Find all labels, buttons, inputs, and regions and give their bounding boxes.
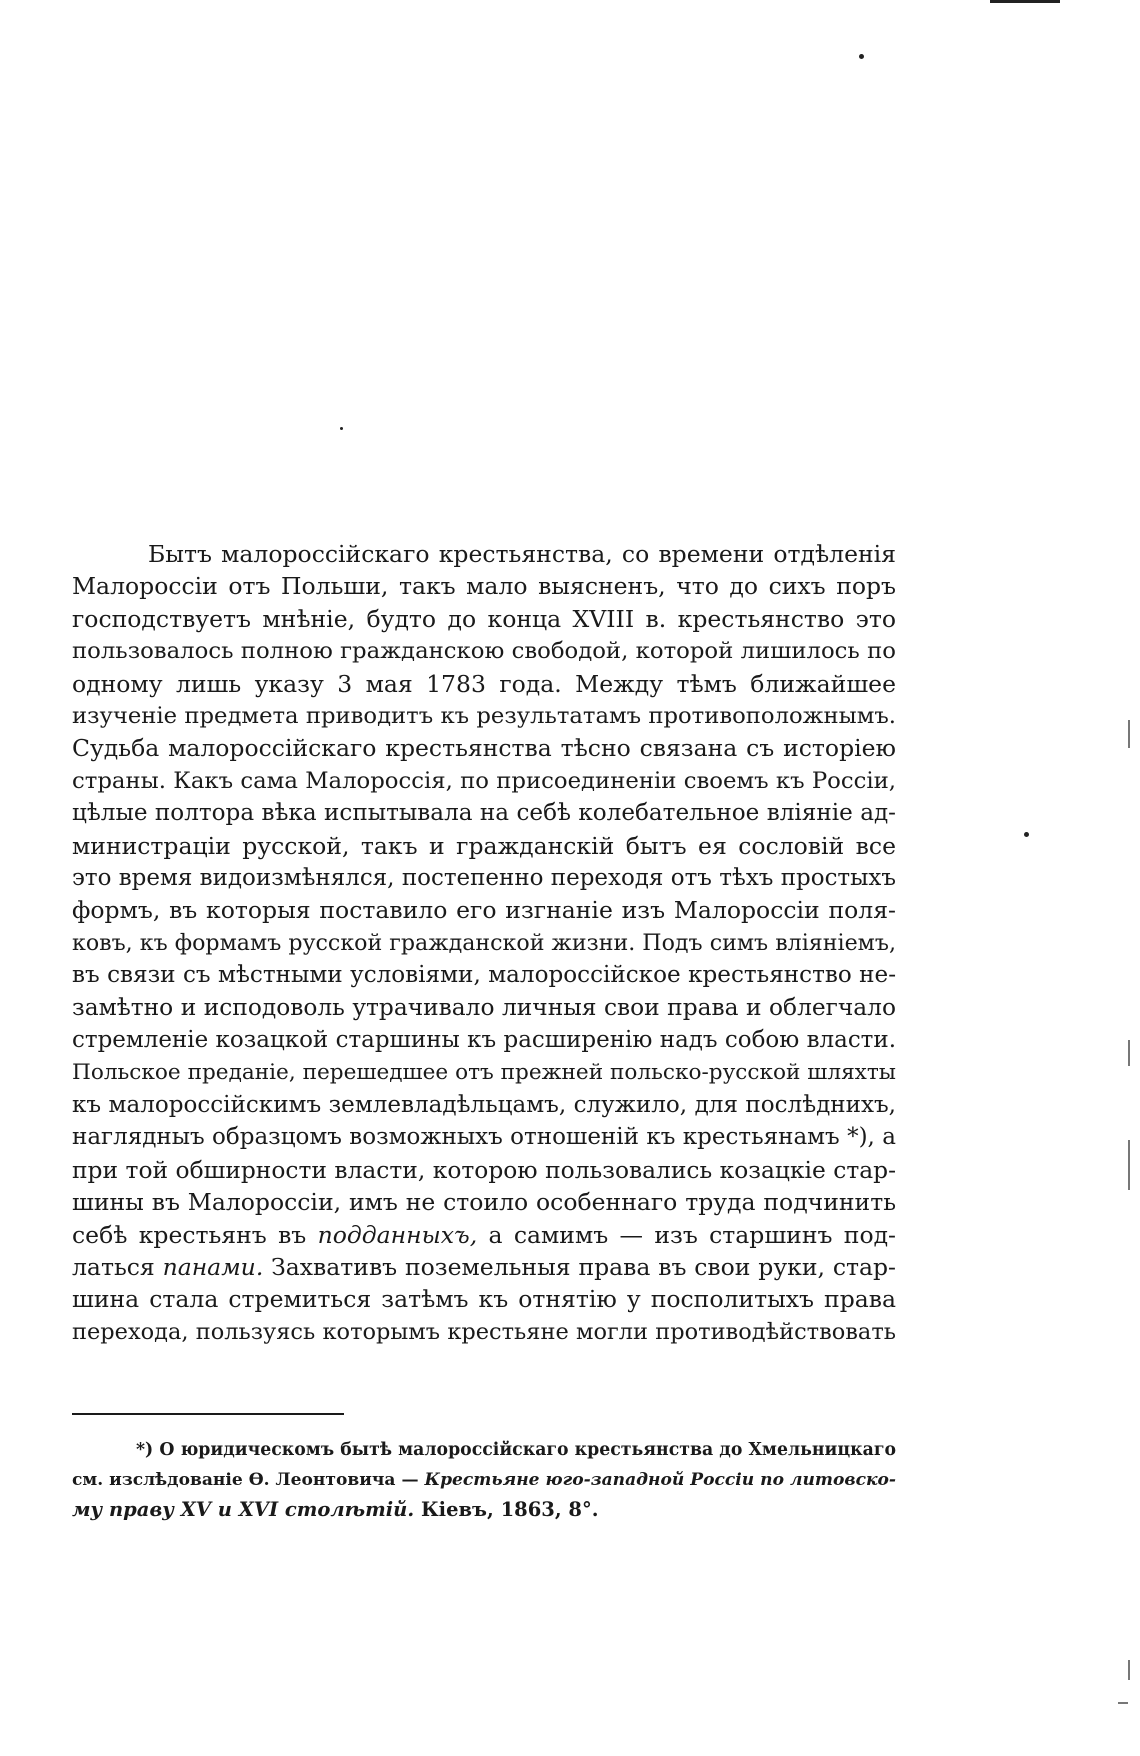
text-line: изученіе предмета приводитъ къ результатамъ противоположнымъ.: [72, 703, 896, 730]
text-line: наглядныъ образцомъ возможныхъ отношеній къ крестьянамъ *), а: [72, 1124, 896, 1151]
scan-edge-mark: [1118, 1702, 1128, 1704]
footnote-text: Кіевъ, 1863, 8°.: [414, 1498, 599, 1521]
text-line: формъ, въ которыя поставило его изгнаніе изъ Малороссіи поля-: [72, 896, 896, 925]
scan-edge-mark: [1128, 1040, 1130, 1066]
text-line: при той обширности власти, которою пользовались козацкіе стар-: [72, 1155, 896, 1184]
text-line: къ малороссійскимъ землевладѣльцамъ, служило, для послѣднихъ,: [72, 1091, 896, 1118]
text-line: Малороссіи отъ Польши, такъ мало выясненъ, что до сихъ поръ: [72, 572, 896, 601]
text-line: цѣлые полтора вѣка испытывала на себѣ колебательное вліяніе ад-: [72, 800, 896, 827]
footnote: [72, 1435, 896, 1525]
text-line: пользовалось полною гражданскою свободой, которой лишилось по: [72, 638, 896, 665]
text-line: Польское преданіе, перешедшее отъ прежней польско-русской шляхты: [72, 1059, 896, 1085]
footnote-line: [72, 1495, 896, 1525]
text-segment: себѣ крестьянъ въ: [72, 1220, 318, 1249]
italic-text: подданныхъ,: [317, 1220, 478, 1249]
text-line: [72, 1219, 896, 1251]
text-line: ковъ, къ формамъ русской гражданской жизни. Подъ симъ вліяніемъ,: [72, 929, 896, 956]
footnote-line: [72, 1465, 896, 1495]
text-segment: а самимъ — изъ старшинъ под-: [477, 1220, 896, 1249]
text-line: [72, 1251, 896, 1283]
scan-mark: [990, 0, 1060, 3]
text-line: страны. Какъ сама Малороссія, по присоединеніи своемъ къ Россіи,: [72, 767, 896, 794]
footnote-line: [72, 1435, 896, 1465]
text-line: одному лишь указу 3 мая 1783 года. Между тѣмъ ближайшее: [72, 669, 896, 698]
scan-edge-mark: [1128, 1660, 1130, 1680]
footnote-italic-text: му праву XV и XVI столѣтій.: [72, 1498, 415, 1521]
text-line: Судьба малороссійскаго крестьянства тѣсно связана съ исторіею: [72, 734, 896, 763]
text-segment: Захвативъ поземельныя права въ свои руки, стар-: [263, 1252, 896, 1281]
footnote-divider: [72, 1413, 344, 1415]
scan-edge-mark: [1128, 720, 1130, 748]
text-line: замѣтно и исподоволь утрачивало личныя свои права и облегчало: [72, 993, 896, 1021]
text-line: перехода, пользуясь которымъ крестьяне могли противодѣйствовать: [72, 1318, 896, 1345]
scan-edge-mark: [1128, 1140, 1130, 1190]
text-line: шина стала стремиться затѣмъ къ отнятію у посполитыхъ права: [72, 1285, 896, 1314]
text-line: это время видоизмѣнялся, постепенно переходя отъ тѣхъ простыхъ: [72, 865, 896, 892]
scan-speck: [859, 54, 864, 59]
text-line: Бытъ малороссійскаго крестьянства, со времени отдѣленія: [148, 540, 896, 568]
text-line: въ связи съ мѣстными условіями, малороссійское крестьянство не-: [72, 962, 896, 989]
text-line: шины въ Малороссіи, имъ не стоило особеннаго труда подчинить: [72, 1188, 896, 1217]
italic-text: панами.: [162, 1252, 264, 1281]
scan-speck: [1024, 832, 1029, 837]
footnote-text: *) О юридическомъ бытѣ малороссійскаго крестьянства до Хмельницкаго: [136, 1440, 896, 1460]
text-line: господствуетъ мнѣніе, будто до конца XVIII в. крестьянство это: [72, 604, 896, 633]
scan-speck: [340, 427, 343, 430]
body-paragraph: [72, 538, 896, 1348]
footnote-text: см. изслѣдованіе Ѳ. Леонтовича —: [72, 1470, 425, 1490]
text-segment: латься: [72, 1252, 163, 1281]
text-line: стремленіе козацкой старшины къ расширенію надъ собою власти.: [72, 1027, 896, 1054]
footnote-italic-text: Крестьяне юго-западной Россіи по литовско-: [424, 1470, 897, 1490]
text-line: министраціи русской, такъ и гражданскій бытъ ея сословій все: [72, 831, 896, 860]
